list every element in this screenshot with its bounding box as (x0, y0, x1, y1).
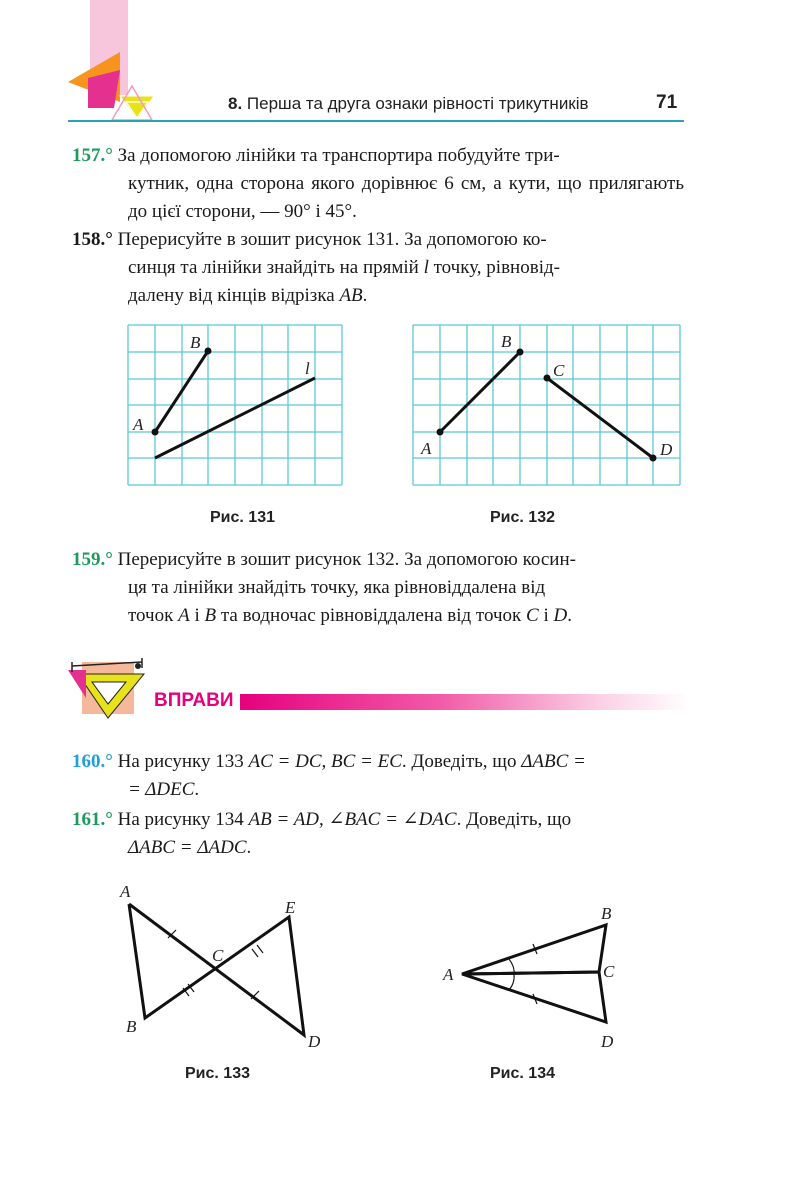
label-D: D (660, 440, 673, 459)
label-C: C (553, 361, 565, 380)
grid (128, 325, 342, 485)
section-gradient-bar (240, 694, 690, 710)
figure-134 (435, 895, 635, 1055)
label-A: A (421, 439, 432, 458)
problem-161: 161.° На рисунку 134 AB = AD, ∠BAC = ∠DAC. Доведіть, що ΔABC = ΔADC. (72, 809, 572, 858)
label-A: A (120, 882, 131, 901)
problem-160: 160.° На рисунку 133 AC = DC, BC = EC. Доведіть, що ΔABC = = ΔDEC. (72, 751, 586, 800)
bowtie-triangles (129, 904, 304, 1035)
header-yellow-triangle (120, 96, 154, 120)
caption-134: Рис. 134 (490, 1065, 555, 1082)
problem-number: 159.° (72, 549, 113, 570)
label-D: D (601, 1032, 614, 1051)
chapter-title: 8. Перша та друга ознаки рівності трикутників (228, 94, 589, 113)
label-A: A (133, 415, 144, 434)
point-D (650, 455, 657, 462)
label-C: C (212, 946, 224, 965)
problem-157: 157.° За допомогою лінійки та транспортира побудуйте три- кутник, одна сторона якого дорівнює 6 см, а кути, що прилягають до цієї сторони, — 90° і 45°. (72, 142, 684, 226)
label-D: D (308, 1032, 321, 1051)
figure-132 (405, 320, 687, 490)
caption-131: Рис. 131 (210, 509, 275, 526)
segment-AB (440, 352, 520, 432)
figure-133 (110, 875, 350, 1060)
point-C (544, 375, 551, 382)
label-l: l (305, 359, 310, 378)
caption-133: Рис. 133 (185, 1065, 250, 1082)
label-B: B (126, 1017, 137, 1036)
label-B: B (190, 333, 201, 352)
point-B (205, 348, 212, 355)
point-A (437, 429, 444, 436)
label-B: B (501, 332, 512, 351)
label-B: B (601, 904, 612, 923)
problem-number: 157.° (72, 145, 113, 166)
section-title: ВПРАВИ (154, 690, 234, 711)
header-rule (68, 120, 684, 122)
problem-number: 158.° (72, 229, 113, 250)
grid (413, 325, 680, 485)
problem-number: 161.° (72, 809, 113, 830)
point-B (517, 349, 524, 356)
page-number: 71 (656, 92, 678, 113)
label-E: E (285, 898, 296, 917)
triangle-ABC (462, 925, 606, 974)
point-A (152, 429, 159, 436)
label-A: A (443, 965, 454, 984)
label-C: C (603, 962, 615, 981)
figure-131 (120, 320, 352, 490)
problem-158: 158.° Перерисуйте в зошит рисунок 131. За допомогою ко- синця та лінійки знайдіть на прямій l точку, рівновід- далену від кінців відрізка AB. (72, 229, 560, 306)
header-decoration (60, 0, 170, 125)
problem-text: кутник, одна сторона якого дорівнює 6 см, а кути, що прилягають до цієї сторони, — 90° і 45°. (128, 173, 684, 222)
caption-132: Рис. 132 (490, 509, 555, 526)
problem-number: 160.° (72, 751, 113, 772)
problem-159: 159.° Перерисуйте в зошит рисунок 132. За допомогою косин- ця та лінійки знайдіть точку, яка рівновіддалена від точок A і B та водночас рівновіддалена від точок C і D. (72, 549, 576, 626)
ruler-triangle-icon (64, 652, 154, 724)
